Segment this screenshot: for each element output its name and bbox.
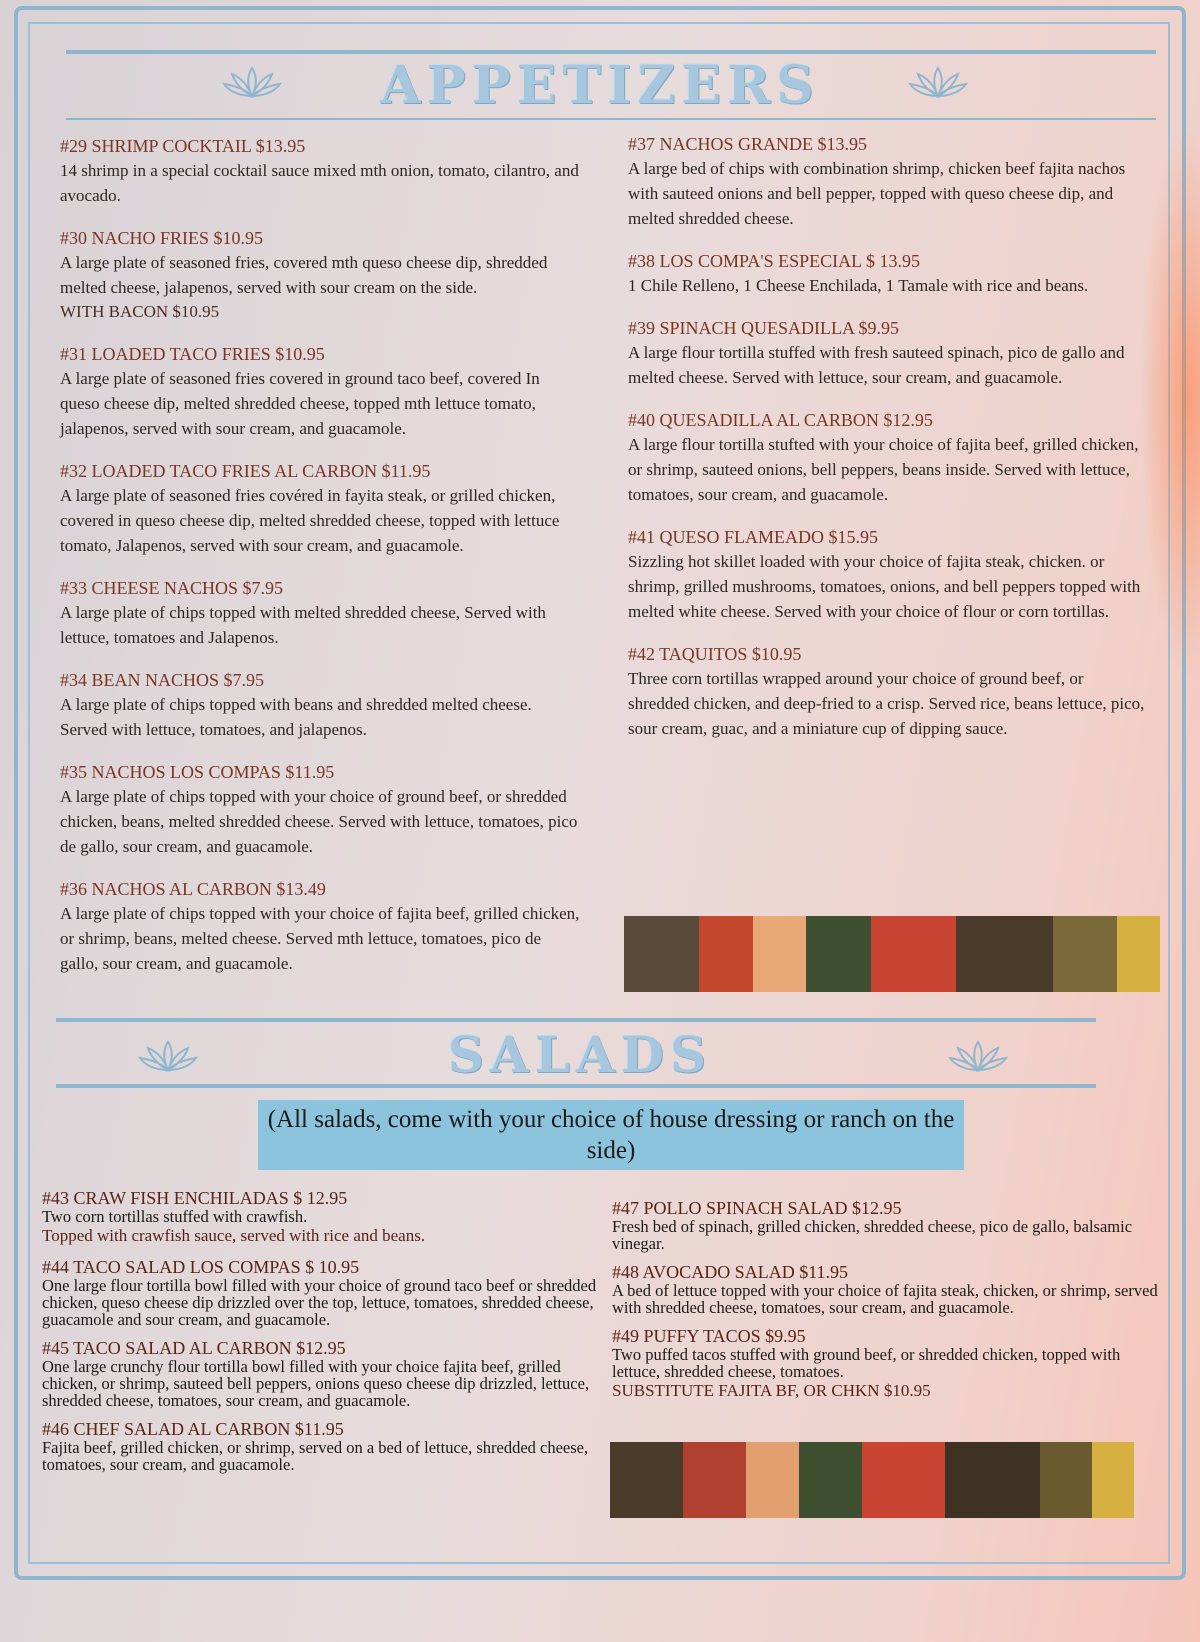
menu-item-description: A large plate of chips topped with melted shredded cheese, Served with lettuce, tomatoes and Jalapenos. (60, 603, 546, 647)
menu-item-title: #40 QUESADILLA AL CARBON $12.95 (628, 410, 933, 430)
menu-item-title: #37 NACHOS GRANDE $13.95 (628, 134, 868, 154)
salads-title: SALADS (447, 1025, 713, 1084)
menu-item (60, 226, 580, 324)
salads-left-column (42, 1188, 598, 1483)
menu-item-description: 1 Chile Relleno, 1 Cheese Enchilada, 1 Tamale with rice and beans. (628, 276, 1089, 295)
menu-item-description: One large flour tortilla bowl filled with your choice of ground taco beef or shredded chicken, queso cheese dip drizzled over the top, lettuce, tomatoes, shredded cheese, guacamole and sour cream, and guacamole. (42, 1276, 597, 1329)
appetizers-rule-bottom (66, 118, 1156, 120)
menu-item-title: #48 AVOCADO SALAD $11.95 (612, 1262, 849, 1282)
appetizers-right-column (628, 132, 1148, 759)
menu-item (612, 1262, 1168, 1316)
menu-item (628, 316, 1148, 390)
menu-item-title: #32 LOADED TACO FRIES AL CARBON $11.95 (60, 461, 431, 481)
menu-item-description: Three corn tortillas wrapped around your choice of ground beef, or shredded chicken, and deep-fried to a crisp. Served rice, beans lettuce, pico, sour cream, guac, and a miniature cup of dipping sauce. (628, 669, 1145, 738)
menu-item-description: 14 shrimp in a special cocktail sauce mixed mth onion, tomato, cilantro, and avocado. (60, 161, 579, 205)
menu-item-title: #44 TACO SALAD LOS COMPAS $ 10.95 (42, 1257, 360, 1277)
appetizers-title: APPETIZERS (380, 55, 820, 116)
menu-item (60, 877, 580, 976)
menu-item-description: A large plate of chips topped with your choice of ground beef, or shredded chicken, beans, melted shredded cheese. Served with lettuce, tomatoes, pico de gallo, sour cream, and guacamole. (60, 787, 578, 856)
menu-item (612, 1326, 1168, 1402)
menu-item (42, 1257, 598, 1328)
menu-item-title: #41 QUESO FLAMEADO $15.95 (628, 527, 879, 547)
salads-rule-bottom (56, 1084, 1096, 1088)
menu-item-title: #29 SHRIMP COCKTAIL $13.95 (60, 136, 306, 156)
menu-item-title: #33 CHEESE NACHOS $7.95 (60, 578, 284, 598)
menu-item-title: #45 TACO SALAD AL CARBON $12.95 (42, 1338, 346, 1358)
light-glare (1140, 120, 1200, 680)
decorative-photo-strip (610, 1442, 1134, 1518)
menu-item-extra: Topped with crawfish sauce, served with rice and beans. (42, 1226, 426, 1245)
menu-item-description: Sizzling hot skillet loaded with your choice of fajita steak, chicken. or shrimp, grilled mushrooms, tomatoes, onions, and bell peppers topped with melted white cheese. Served with your choice of flour or corn tortillas. (628, 552, 1141, 621)
menu-item-description: Fresh bed of spinach, grilled chicken, shredded cheese, pico de gallo, balsamic vinegar. (612, 1217, 1133, 1253)
menu-item-description: A large bed of chips with combination shrimp, chicken beef fajita nachos with sauteed onions and bell pepper, topped with queso cheese dip, and melted shredded cheese. (628, 159, 1126, 228)
menu-item-description: A large plate of seasoned fries covered in ground taco beef, covered In queso cheese dip, melted shredded cheese, topped mth lettuce tomato, jalapenos, served with sour cream, and guacamole. (60, 369, 540, 438)
menu-item (628, 132, 1148, 231)
appetizers-rule-top (66, 50, 1156, 54)
salads-right-column (612, 1198, 1168, 1412)
menu-item-title: #36 NACHOS AL CARBON $13.49 (60, 879, 326, 899)
menu-item-description: A large plate of chips topped with your choice of fajita beef, grilled chicken, or shrimp, beans, melted cheese. Served mth lettuce, tomatoes, pico de gallo, sour cream, and guacamole. (60, 904, 580, 973)
menu-item-title: #47 POLLO SPINACH SALAD $12.95 (612, 1198, 902, 1218)
salads-dressing-note: (All salads, come with your choice of house dressing or ranch on the side) (258, 1100, 964, 1170)
menu-item (42, 1419, 598, 1473)
menu-item-title: #43 CRAW FISH ENCHILADAS $ 12.95 (42, 1188, 348, 1208)
menu-item-description: A large flour tortilla stufted with your choice of fajita beef, grilled chicken, or shrimp, sauteed onions, bell peppers, beans inside. Served with lettuce, tomatoes, sour cream, and guacamole. (628, 435, 1139, 504)
menu-item-description: Fajita beef, grilled chicken, or shrimp, served on a bed of lettuce, shredded cheese, tomatoes, sour cream, and guacamole. (42, 1438, 589, 1474)
menu-item (612, 1198, 1168, 1252)
menu-item (628, 525, 1148, 624)
menu-item-title: #38 LOS COMPA'S ESPECIAL $ 13.95 (628, 251, 920, 271)
menu-item-description: A bed of lettuce topped with your choice of fajita steak, chicken, or shrimp, served with shredded cheese, tomatoes, sour cream, and guacamole. (612, 1281, 1158, 1317)
menu-item (628, 408, 1148, 507)
salads-rule-top (56, 1018, 1096, 1022)
menu-item (60, 576, 580, 650)
decorative-photo-strip (624, 916, 1160, 992)
menu-item-description: A large plate of seasoned fries covéred in fayita steak, or grilled chicken, covered in queso cheese dip, melted shredded cheese, topped with lettuce tomato, Jalapenos, served with sour cream, and guacamole. (60, 486, 560, 555)
menu-item-description: A large flour tortilla stuffed with fresh sauteed spinach, pico de gallo and melted cheese. Served with lettuce, sour cream, and guacamole. (628, 343, 1125, 387)
menu-item-title: #35 NACHOS LOS COMPAS $11.95 (60, 762, 335, 782)
menu-item (42, 1338, 598, 1409)
menu-item-description: Two puffed tacos stuffed with ground beef, or shredded chicken, topped with lettuce, shredded cheese, tomatoes. (612, 1345, 1121, 1381)
menu-item (628, 249, 1148, 298)
menu-item-title: #34 BEAN NACHOS $7.95 (60, 670, 265, 690)
menu-item (60, 668, 580, 742)
menu-item-title: #31 LOADED TACO FRIES $10.95 (60, 344, 325, 364)
menu-item (60, 134, 580, 208)
menu-item-description: A large plate of chips topped with beans and shredded melted cheese. Served with lettuce, tomatoes, and jalapenos. (60, 695, 532, 739)
menu-item-title: #42 TAQUITOS $10.95 (628, 644, 802, 664)
menu-item-description: A large plate of seasoned fries, covered mth queso cheese dip, shredded melted cheese, jalapenos, served with sour cream on the side. (60, 253, 548, 297)
appetizers-left-column (60, 134, 580, 994)
menu-item (42, 1188, 598, 1247)
menu-item-extra: WITH BACON $10.95 (60, 302, 220, 321)
menu-item-extra: SUBSTITUTE FAJITA BF, OR CHKN $10.95 (612, 1381, 931, 1400)
menu-item-title: #39 SPINACH QUESADILLA $9.95 (628, 318, 900, 338)
menu-item (628, 642, 1148, 741)
menu-item-description: Two corn tortillas stuffed with crawfish. (42, 1207, 308, 1226)
menu-item-title: #49 PUFFY TACOS $9.95 (612, 1326, 806, 1346)
menu-item (60, 459, 580, 558)
menu-item (60, 342, 580, 441)
menu-item-title: #46 CHEF SALAD AL CARBON $11.95 (42, 1419, 344, 1439)
menu-item (60, 760, 580, 859)
menu-item-description: One large crunchy flour tortilla bowl filled with your choice fajita beef, grilled chicken, or shrimp, sauteed bell peppers, onions queso cheese dip drizzled, lettuce, shredded cheese, tomatoes, sour cream, and guacamole. (42, 1357, 590, 1410)
menu-item-title: #30 NACHO FRIES $10.95 (60, 228, 264, 248)
